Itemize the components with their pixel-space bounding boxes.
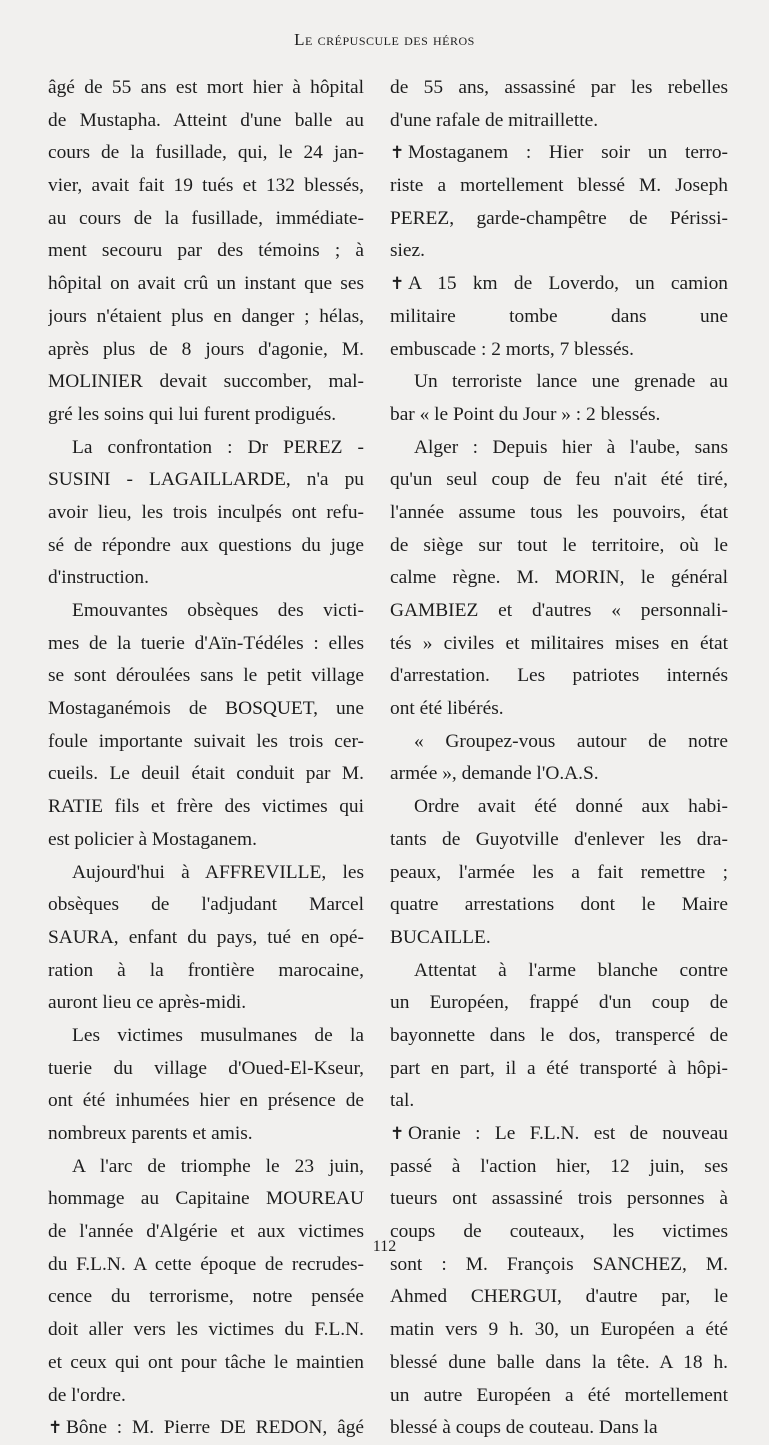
line-text: et ceux qui ont pour tâche le maintien <box>48 1351 364 1373</box>
text-line <box>390 889 728 922</box>
text-line <box>390 726 728 759</box>
line-text: matin vers 9 h. 30, un Européen a été <box>390 1319 728 1341</box>
text-line <box>390 137 728 170</box>
line-text: ment secouru par des témoins ; à <box>48 240 364 262</box>
cross-icon: ✝ <box>390 1124 405 1143</box>
line-text: auront lieu ce après-midi. <box>48 992 247 1014</box>
line-text: MOLINIER devait succomber, mal- <box>48 371 364 393</box>
line-text: A l'arc de triomphe le 23 juin, <box>72 1155 364 1177</box>
text-line <box>48 922 364 955</box>
line-text: jours n'étaient plus en danger ; hélas, <box>48 305 364 327</box>
line-text: avoir lieu, les trois inculpés ont refu- <box>48 501 364 523</box>
text-line <box>390 268 728 301</box>
text-line <box>390 105 728 138</box>
text-line <box>390 1085 728 1118</box>
line-text: ration à la frontière marocaine, <box>48 959 364 981</box>
text-line <box>390 562 728 595</box>
line-text: foule importante suivait les trois cer- <box>48 730 364 752</box>
line-text: d'arrestation. Les patriotes internés <box>390 665 728 687</box>
line-text: riste a mortellement blessé M. Joseph <box>390 175 728 197</box>
text-line <box>390 628 728 661</box>
line-text: Aujourd'hui à AFFREVILLE, les <box>72 861 364 883</box>
line-text: blessé dune balle dans la tête. A 18 h. <box>390 1351 728 1373</box>
line-text: tal. <box>390 1090 415 1112</box>
line-text: après plus de 8 jours d'agonie, M. <box>48 338 364 360</box>
line-text: tants de Guyotville d'enlever les dra- <box>390 828 728 850</box>
line-text: blessé à coups de couteau. Dans la <box>390 1417 658 1439</box>
line-text: Ahmed CHERGUI, d'autre par, le <box>390 1286 728 1308</box>
text-line <box>390 497 728 530</box>
text-line <box>48 1085 364 1118</box>
line-text: hôpital on avait crû un instant que ses <box>48 273 364 295</box>
line-text: bar « le Point du Jour » : 2 blessés. <box>390 403 661 425</box>
text-line <box>48 334 364 367</box>
text-line <box>48 660 364 693</box>
text-line <box>48 562 364 595</box>
text-line <box>48 268 364 301</box>
line-text: SAURA, enfant du pays, tué en opé- <box>48 926 364 948</box>
line-text: passé à l'action hier, 12 juin, ses <box>390 1155 728 1177</box>
text-line <box>390 399 728 432</box>
line-text: quatre arrestations dont le Maire <box>390 894 728 916</box>
text-line <box>390 366 728 399</box>
text-line <box>390 235 728 268</box>
running-header: Le crépuscule des héros <box>294 30 475 49</box>
text-line <box>390 922 728 955</box>
text-line <box>48 1151 364 1184</box>
line-text: Emouvantes obsèques des victi- <box>72 600 364 621</box>
line-text: A 15 km de Loverdo, un camion <box>408 273 728 295</box>
text-line <box>390 432 728 465</box>
text-line <box>48 1347 364 1380</box>
text-line <box>390 857 728 890</box>
text-line <box>390 1412 728 1445</box>
text-line <box>390 334 728 367</box>
text-line <box>390 1281 728 1314</box>
text-line <box>390 1183 728 1216</box>
text-line <box>390 1314 728 1347</box>
line-text: Un terroriste lance une grenade au <box>414 371 728 393</box>
text-line <box>48 693 364 726</box>
line-text: gré les soins qui lui furent prodigués. <box>48 403 337 425</box>
text-line <box>390 1053 728 1086</box>
text-line <box>390 1151 728 1184</box>
text-line <box>48 301 364 334</box>
cross-icon: ✝ <box>390 143 405 163</box>
line-text: doit aller vers les victimes du F.L.N. <box>48 1319 364 1341</box>
text-line <box>390 824 728 857</box>
line-text: de Mustapha. Atteint d'une balle au <box>48 109 364 131</box>
text-line <box>48 1053 364 1086</box>
text-line <box>390 955 728 988</box>
line-text: La confrontation : Dr PEREZ - <box>72 436 364 458</box>
text-line <box>390 203 728 236</box>
text-line <box>48 758 364 791</box>
line-text: « Groupez-vous autour de notre <box>414 730 728 752</box>
line-text: embuscade : 2 morts, 7 blessés. <box>390 338 634 360</box>
text-line <box>390 72 728 105</box>
line-text: Mostaganémois de BOSQUET, une <box>48 698 364 720</box>
text-line <box>390 530 728 563</box>
line-text: d'instruction. <box>48 567 149 589</box>
line-text: militaire tombe dans une <box>390 305 728 327</box>
line-text: sé de répondre aux questions du juge <box>48 534 364 556</box>
line-text: tueurs ont assassiné trois personnes à <box>390 1188 728 1210</box>
text-line <box>390 1380 728 1413</box>
text-line <box>48 105 364 138</box>
text-line <box>48 987 364 1020</box>
line-text: de siège sur tout le territoire, où le <box>390 534 728 556</box>
text-line <box>48 791 364 824</box>
cross-icon: ✝ <box>390 274 405 294</box>
text-line <box>48 1412 364 1445</box>
line-text: Bône : M. Pierre DE REDON, âgé <box>66 1417 364 1439</box>
line-text: calme règne. M. MORIN, le général <box>390 567 728 589</box>
line-text: âgé de 55 ans est mort hier à hôpital <box>48 77 364 98</box>
line-text: part en part, il a été transporté à hôpi- <box>390 1057 728 1079</box>
line-text: ont été inhumées hier en présence de <box>48 1090 364 1112</box>
text-line <box>390 791 728 824</box>
line-text: d'une rafale de mitraillette. <box>390 109 599 131</box>
line-text: bayonnette dans le dos, transpercé de <box>390 1024 728 1046</box>
line-text: Attentat à l'arme blanche contre <box>414 959 728 981</box>
line-text: tuerie du village d'Oued-El-Kseur, <box>48 1057 364 1079</box>
line-text: siez. <box>390 240 425 262</box>
text-line <box>390 693 728 726</box>
line-text: Alger : Depuis hier à l'aube, sans <box>414 436 728 458</box>
text-line <box>390 758 728 791</box>
line-text: SUSINI - LAGAILLARDE, n'a pu <box>48 469 364 491</box>
line-text: cence du terrorisme, notre pensée <box>48 1286 364 1308</box>
line-text: l'année assume tous les pouvoirs, état <box>390 501 728 523</box>
text-line <box>48 889 364 922</box>
line-text: qu'un seul coup de feu n'ait été tiré, <box>390 469 728 491</box>
line-text: cueils. Le deuil était conduit par M. <box>48 763 364 785</box>
text-line <box>48 464 364 497</box>
line-text: Oranie : Le F.L.N. est de nouveau <box>408 1123 728 1144</box>
page-number: 112 <box>372 1238 397 1255</box>
text-line <box>48 235 364 268</box>
text-line <box>48 497 364 530</box>
text-line <box>48 857 364 890</box>
text-line <box>390 170 728 203</box>
line-text: Ordre avait été donné aux habi- <box>414 796 728 818</box>
line-text: PEREZ, garde-champêtre de Périssi- <box>390 207 728 229</box>
line-text: cours de la fusillade, qui, le 24 jan- <box>48 142 364 164</box>
text-line <box>48 530 364 563</box>
text-line <box>48 203 364 236</box>
text-line <box>390 301 728 334</box>
line-text: au cours de la fusillade, immédiate- <box>48 207 364 229</box>
text-line <box>48 1380 364 1413</box>
text-line <box>390 1020 728 1053</box>
text-line <box>48 726 364 759</box>
line-text: ont été libérés. <box>390 698 504 720</box>
line-text: Mostaganem : Hier soir un terro- <box>408 142 728 164</box>
text-line <box>48 824 364 857</box>
text-line <box>390 1118 728 1151</box>
text-line <box>48 1314 364 1347</box>
line-text: GAMBIEZ et d'autres « personnali- <box>390 600 728 621</box>
text-line <box>48 955 364 988</box>
cross-icon: ✝ <box>48 1418 63 1438</box>
text-line <box>48 628 364 661</box>
line-text: un autre Européen a été mortellement <box>390 1384 728 1406</box>
text-line <box>48 1020 364 1053</box>
text-line <box>48 137 364 170</box>
line-text: BUCAILLE. <box>390 926 491 948</box>
text-line <box>390 464 728 497</box>
line-text: RATIE fils et frère des victimes qui <box>48 796 364 818</box>
text-line <box>390 1347 728 1380</box>
line-text: obsèques de l'adjudant Marcel <box>48 894 364 916</box>
text-line <box>48 1281 364 1314</box>
text-line <box>48 1183 364 1216</box>
text-line <box>48 366 364 399</box>
line-text: tés » civiles et militaires mises en état <box>390 632 728 654</box>
line-text: sont : M. François SANCHEZ, M. <box>390 1253 728 1275</box>
text-line <box>48 595 364 628</box>
line-text: de 55 ans, assassiné par les rebelles <box>390 77 728 98</box>
text-line <box>48 72 364 105</box>
line-text: vier, avait fait 19 tués et 132 blessés, <box>48 175 364 197</box>
text-line <box>48 1118 364 1151</box>
line-text: nombreux parents et amis. <box>48 1123 253 1144</box>
line-text: se sont déroulées sans le petit village <box>48 665 364 687</box>
line-text: armée », demande l'O.A.S. <box>390 763 599 785</box>
text-line <box>48 170 364 203</box>
line-text: mes de la tuerie d'Aïn-Tédéles : elles <box>48 632 364 654</box>
line-text: est policier à Mostaganem. <box>48 828 257 850</box>
line-text: peaux, l'armée les a fait remettre ; <box>390 861 728 883</box>
text-line <box>48 432 364 465</box>
line-text: hommage au Capitaine MOUREAU <box>48 1188 364 1210</box>
line-text: de l'année d'Algérie et aux victimes <box>48 1221 364 1243</box>
text-line <box>390 595 728 628</box>
line-text: du F.L.N. A cette époque de recrudes- <box>48 1253 364 1275</box>
text-line <box>390 987 728 1020</box>
line-text: coups de couteaux, les victimes <box>390 1221 728 1243</box>
line-text: de l'ordre. <box>48 1384 126 1406</box>
line-text: Les victimes musulmanes de la <box>72 1024 364 1046</box>
text-line <box>390 660 728 693</box>
line-text: un Européen, frappé d'un coup de <box>390 992 728 1014</box>
text-line <box>48 399 364 432</box>
